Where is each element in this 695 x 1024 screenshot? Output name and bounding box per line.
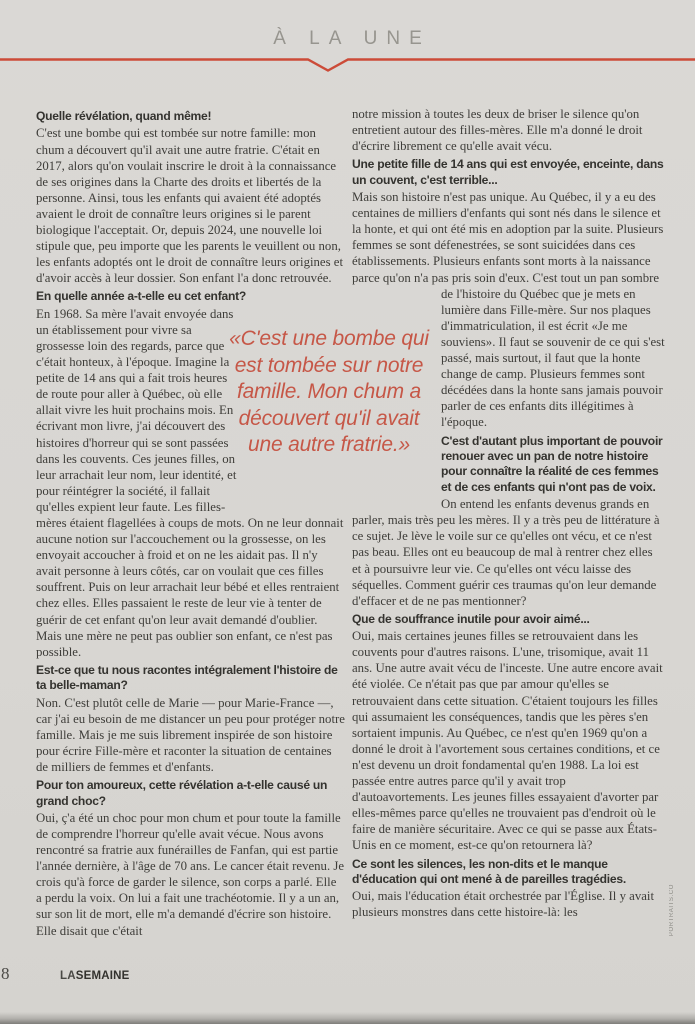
interview-question: Ce sont les silences, les non-dits et le manque d'éducation qui ont mené à de pareilles tragédies. [352,856,626,886]
interview-question: Quelle révélation, quand même! [36,109,212,123]
article-column-right [352,106,665,922]
answer-text: mets en lumière dans Fille-mère. Sur nos plaques d'immatriculation, il est écrit «Je me souviens». Il faut se souvenir de ce qui s'est passé, mais surtout, il faut que la honte change de camp. Plusieurs femmes sont décédées dans la honte sans jamais pouvoir parler de ces enfants dits illégitimes à l'époque. [441,286,665,430]
interview-answer: Non. C'est plutôt celle de Marie — pour Marie-France —, car j'ai eu besoin de me distancer un peu pour protéger notre famille. Mais je me suis librement inspirée de son histoire pour écrire Fille-mère et raconter la situation de centaines de milliers de femmes et d'enfants. [36,695,345,774]
section-divider-rule [0,56,695,76]
answer-text: Mais son histoire n'est pas unique. Au Québec, il y a eu des centaines de milliers d'enfants qui sont nés dans le silence et la honte, et qui ont été mis en adoption par la suite. Plusieurs femmes se sont défenestrées, se sont suicidées dans ces établissements. Plusieurs enfants sont morts à la naissance parce qu'on n'a pas pris soin d'eux. C'est tout un pan sombre de l'histoire du Québec que je [352,190,664,301]
photo-credit-vertical: PORTRAITS.CO [669,884,675,937]
interview-answer: C'est une bombe qui est tombée sur notre famille: mon chum a découvert qu'il avait une autre fratrie. C'était en 2017, alors qu'on voulait inscrire le droit à la connaissance de ses origines dans la Charte des droits et libertés de la personne. Ainsi, tous les enfants qui avaient été adoptés avaient le droit de connaître leurs origines si le parent biologique l'acceptait. Or, depuis 2024, une nouvelle loi stipule que, peu importe que les parents le veuillent ou non, les enfants adoptés ont le droit de connaître leurs origines et d'avoir accès à leur dossier. Son enfant l'a donc retrouvée. [36,126,344,286]
interview-question: C'est d'autant plus important de pouvoir renouer avec un pan de notre histoire pour connaître la réalité de ces femmes et de ces enfants qui n'ont pas de voix. [441,433,663,494]
answer-continuation: notre mission à toutes les deux de briser le silence qu'on entretient autour des filles-mères. Elle m'a donné le droit d'écrire librement ce qu'elle avait vécu. [352,107,643,154]
article-column-left [36,106,345,940]
interview-question: Une petite fille de 14 ans qui est envoyée, enceinte, dans un couvent, c'est terrible... [352,157,664,187]
interview-answer: On entend les enfants devenus grands en parler, mais très peu les mères. Il y a très peu de littérature à ce sujet. Je lève le voile sur ce qu'elles ont vécu, et ce n'est pas beau. Elles ont eu beaucoup de mal à rentrer chez elles et à poursuivre leur vie. Ce qu'elles ont vécu laisse des séquelles. Comment guérir ces traumas qu'on leur demande d'effacer et de ne pas mentionner? [352,497,660,608]
section-title: À LA UNE [273,28,431,49]
interview-question: Pour ton amoureux, cette révélation a-t-elle causé un grand choc? [36,778,328,808]
page-bottom-shadow [0,1012,695,1024]
magazine-logo [60,970,130,982]
interview-question: Est-ce que tu nous racontes intégralement l'histoire de ta belle-maman? [36,662,338,693]
interview-question: Que de souffrance inutile pour avoir aimé... [352,611,590,626]
page-number: 8 [1,964,10,983]
interview-answer: Oui, mais certaines jeunes filles se retrouvaient dans les couvents pour d'autres raisons. L'une, trisomique, avait 11 ans. Une autre avait vécu de l'inceste. Une autre encore avait été violée. Ce n'était pas que par amour qu'elles se retrouvaient dans cette situation. C'étaient toujours les filles qui assumaient les conséquences, tandis que les pères s'en sortaient impunis. Au Québec, ce n'est qu'en 1969 qu'on a donné le droit à l'avortement sous certaines conditions, et ce n'est devenu un droit fondamental qu'en 1988. La loi est passée entre autres parce qu'il y avait trop d'autoavortements. Les jeunes filles essayaient d'avorter par elles-mêmes parce qu'elles ne trouvaient pas d'endroit où le faire de manière sécuritaire. Avec ce qui se passe aux États-Unis en ce moment, est-ce qu'on retournera là? [352,629,663,853]
interview-answer: Oui, ç'a été un choc pour mon chum et pour toute la famille de comprendre l'horreur qu'elle avait vécue. Nous avons rencontré sa fratrie aux funérailles de Fanfan, qui est partie l'année dernière, à l'âge de 70 ans. Le cancer était revenu. Je crois qu'à force de garder le silence, son corps a parlé. Elle a perdu la voix. On lui a fait une trachéotomie. Il y a un an, sur son lit de mort, elle m'a demandé d'écrire son histoire. Elle disait que c'était [36,810,345,938]
logo-prefix: LA [60,970,76,982]
logo-suffix: SEMAINE [75,970,130,982]
pull-quote: «C'est une bombe qui est tombée sur notre famille. Mon chum a découvert qu'il avait une autre fratrie.» [229,327,429,457]
interview-question: En quelle année a-t-elle eu cet enfant? [36,289,247,304]
interview-answer: Oui, mais l'éducation était orchestrée par l'Église. Il y avait plusieurs monstres dans cette histoire-là: les [352,889,655,920]
answer-text: En 1968. Sa mère l'avait envoyée dans un établissement pour vivre sa grossesse loin des regards, parce que c'était honteux, à l'époque. Imagine la petite de 14 ans qui a fait trois heures de route pour aller à Québec, où elle allait vivre les huit prochains mois. En écrivant mon livre, j'ai découvert des histoires d'horreur qui se sont passées dans les couvents. Ces jeunes filles, on leur arrachait leur nom, leur identité, et pour réintégrer la société, il fallait qu'elles expient leur faute. Les filles-mères étaient flagellées à coups de mots. On ne leur donnait aucune notion sur l'accouchement ou la grossesse, on les envoyait accoucher à froid et on ne les aidait pas. Il n'y avait personne à leurs côtés, car on voulait que ces filles souffrent. Puis on leur arrachait leur bébé et elles rentraient chez elles. Elles passaient le reste de leur vie à tenter de guérir de cet enfant qu'on leur avait demandé d'oublier. Mais une mère ne peut pas oublier son enfant, ce n'est pas possible. [36,306,344,659]
